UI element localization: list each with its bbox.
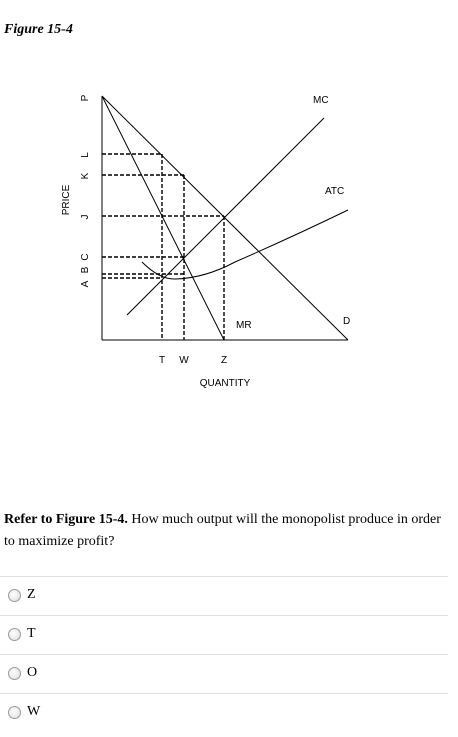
y-axis-title: PRICE [61,184,72,216]
mr-label: MR [236,320,252,331]
tick-J: J [80,214,91,220]
option-label: W [27,704,41,719]
question-ref: Refer to Figure 15-4. [4,512,128,527]
atc-label: ATC [325,186,345,197]
option-row[interactable] [0,576,448,615]
option-label: T [27,626,36,641]
radio-button[interactable] [8,628,21,641]
option-label: O [27,665,38,680]
option-row[interactable] [0,654,448,693]
answer-options [0,576,448,732]
demand-label: D [343,316,351,327]
tick-A: A [80,280,91,288]
tick-L: L [80,152,91,158]
tick-K: K [80,172,91,180]
tick-P: P [80,94,91,102]
tick-Z: Z [220,355,228,366]
figure-title: Figure 15-4 [4,22,73,37]
option-row[interactable] [0,693,448,732]
option-row[interactable] [0,615,448,654]
radio-button[interactable] [8,589,21,602]
tick-B: B [80,266,91,274]
radio-button[interactable] [8,706,21,719]
mr-curve [102,96,224,340]
mc-label: MC [313,95,329,106]
tick-T: T [158,355,166,366]
question-body: How much output will the monopolist produce in order to maximize profit? [4,512,441,549]
option-label: Z [27,587,36,602]
question-text [4,509,444,553]
tick-W: W [179,355,189,366]
radio-button[interactable] [8,667,21,680]
tick-C: C [80,253,91,261]
x-axis-title: QUANTITY [199,378,251,389]
